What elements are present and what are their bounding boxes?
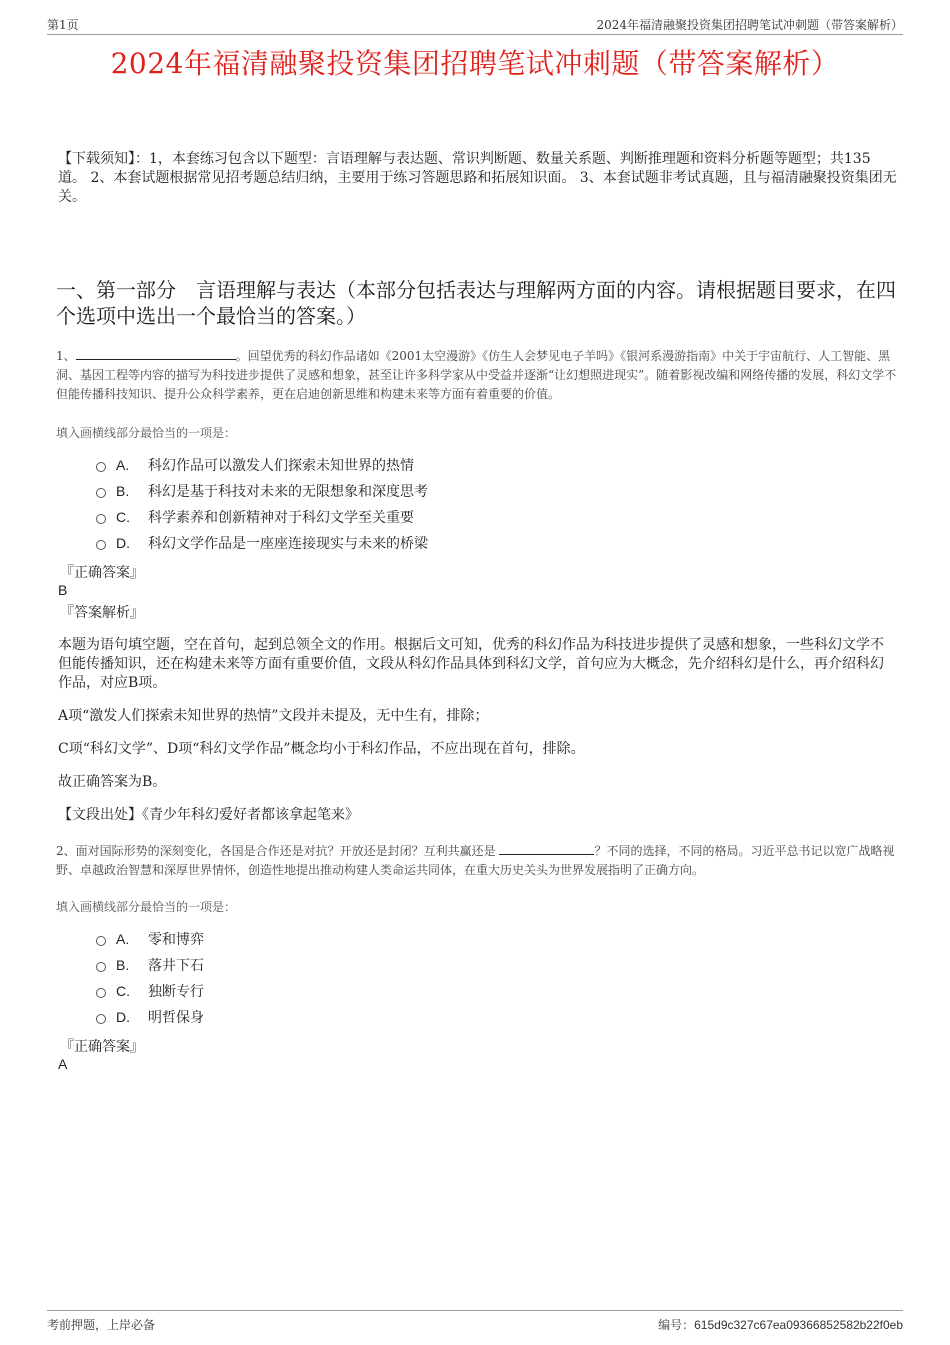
analysis-paragraph: A项“激发人们探索未知世界的热情”文段并未提及，无中生有，排除； [58,708,489,724]
option-text: 科幻文学作品是一座座连接现实与未来的桥梁 [148,536,428,552]
page-header [47,16,903,35]
question-2-text [56,842,898,880]
analysis-label: 『答案解析』 [60,605,144,621]
answer-blank [499,842,594,855]
option-text: 科学素养和创新精神对于科幻文学至关重要 [148,510,414,526]
section-title: 一、第一部分 言语理解与表达（本部分包括表达与理解两方面的内容。请根据题目要求，在四个选项中选出一个最恰当的答案。） [56,278,896,328]
answer-blank [76,347,236,360]
option-d[interactable] [96,530,696,556]
correct-answer-label: 『正确答案』 [60,1039,144,1055]
question-body-end: ？不同的选择，不同的格局。习近平总书记以宽广战略视野、卓越政治智慧和深厚世界情怀，创造性地提出推动构建人类命运共同体，在重大历史关头为世界发展指明了正确方向。 [56,844,895,877]
question-1-text [56,347,898,404]
option-a[interactable] [96,452,696,478]
option-c[interactable] [96,978,696,1004]
answer-analysis [58,636,888,839]
text-source: 【文段出处】《青少年科幻爱好者都该拿起笔来》 [58,807,359,823]
radio-icon[interactable] [96,962,106,972]
question-body-start: 面对国际形势的深刻变化，各国是合作还是对抗？开放还是封闭？互利共赢还是 [75,844,500,858]
option-letter: D. [116,535,130,551]
correct-answer: A [58,1056,68,1072]
question-body: 。回望优秀的科幻作品诸如《2001太空漫游》《仿生人会梦见电子羊吗》《银河系漫游指南》中关于宇宙航行、人工智能、黑洞、基因工程等内容的描写为科技进步提供了灵感和想象，甚至让许多科学家从中受益并逐渐“让幻想照进现实”。随着影视改编和网络传播的发展，科幻文学不但能传播科技知识、提升公众科学素养，更在启迪创新思维和构建未来等方面有着重要的价值。 [56,349,897,401]
page-number: 第1页 [47,18,79,32]
option-b[interactable] [96,478,696,504]
option-a[interactable] [96,926,696,952]
option-letter: A. [116,457,130,473]
radio-icon[interactable] [96,514,106,524]
question-2-options [96,926,696,1030]
option-letter: A. [116,931,130,947]
radio-icon[interactable] [96,1014,106,1024]
download-notice: 【下载须知】：1，本套练习包含以下题型：言语理解与表达题、常识判断题、数量关系题、判断推理题和资料分析题等题型；共135道。 2、本套试题根据常见招考题总结归纳，主要用于练习答题思路和拓展知识面。 3、本套试题非考试真题，且与福清融聚投资集团无关。 [58,151,897,205]
radio-icon[interactable] [96,988,106,998]
radio-icon[interactable] [96,488,106,498]
header-doc-title: 2024年福清融聚投资集团招聘笔试冲刺题（带答案解析） [596,18,903,32]
option-text: 落井下石 [148,958,204,974]
document-title: 2024年福清融聚投资集团招聘笔试冲刺题（带答案解析） [110,47,840,80]
option-text: 科幻是基于科技对未来的无限想象和深度思考 [148,484,428,500]
analysis-paragraph: 故正确答案为B。 [58,774,167,790]
page-footer [47,1310,903,1335]
question-2-prompt: 填入画横线部分最恰当的一项是： [56,900,237,914]
radio-icon[interactable] [96,936,106,946]
option-text: 零和博弈 [148,932,204,948]
analysis-paragraph: C项“科幻文学”、D项“科幻文学作品”概念均小于科幻作品，不应出现在首句，排除。 [58,741,585,757]
document-code [658,1316,903,1333]
option-letter: D. [116,1009,130,1025]
footer-slogan: 考前押题，上岸必备 [47,1318,156,1332]
question-number: 1、 [56,349,76,363]
option-text: 独断专行 [148,984,204,1000]
option-letter: B. [116,483,130,499]
question-1-options [96,452,696,556]
option-c[interactable] [96,504,696,530]
correct-answer: B [58,582,68,598]
correct-answer-label: 『正确答案』 [60,565,144,581]
analysis-paragraph: 本题为语句填空题，空在首句，起到总领全文的作用。根据后文可知，优秀的科幻作品为科技进步提供了灵感和想象，一些科幻文学不但能传播知识，还在构建未来等方面有重要价值，文段从科幻作品具体到科幻文学，首句应为大概念，先介绍科幻是什么，再介绍科幻作品，对应B项。 [58,637,884,691]
radio-icon[interactable] [96,540,106,550]
option-letter: B. [116,957,130,973]
code-label: 编号： [658,1318,695,1332]
radio-icon[interactable] [96,462,106,472]
option-text: 明哲保身 [148,1010,204,1026]
code-value: 615d9c327c67ea09366852582b22f0eb [694,1318,903,1332]
option-letter: C. [116,509,130,525]
option-text: 科幻作品可以激发人们探索未知世界的热情 [148,458,414,474]
option-d[interactable] [96,1004,696,1030]
question-1-prompt: 填入画横线部分最恰当的一项是： [56,426,237,440]
question-number: 2、 [56,844,76,858]
option-letter: C. [116,983,130,999]
option-b[interactable] [96,952,696,978]
